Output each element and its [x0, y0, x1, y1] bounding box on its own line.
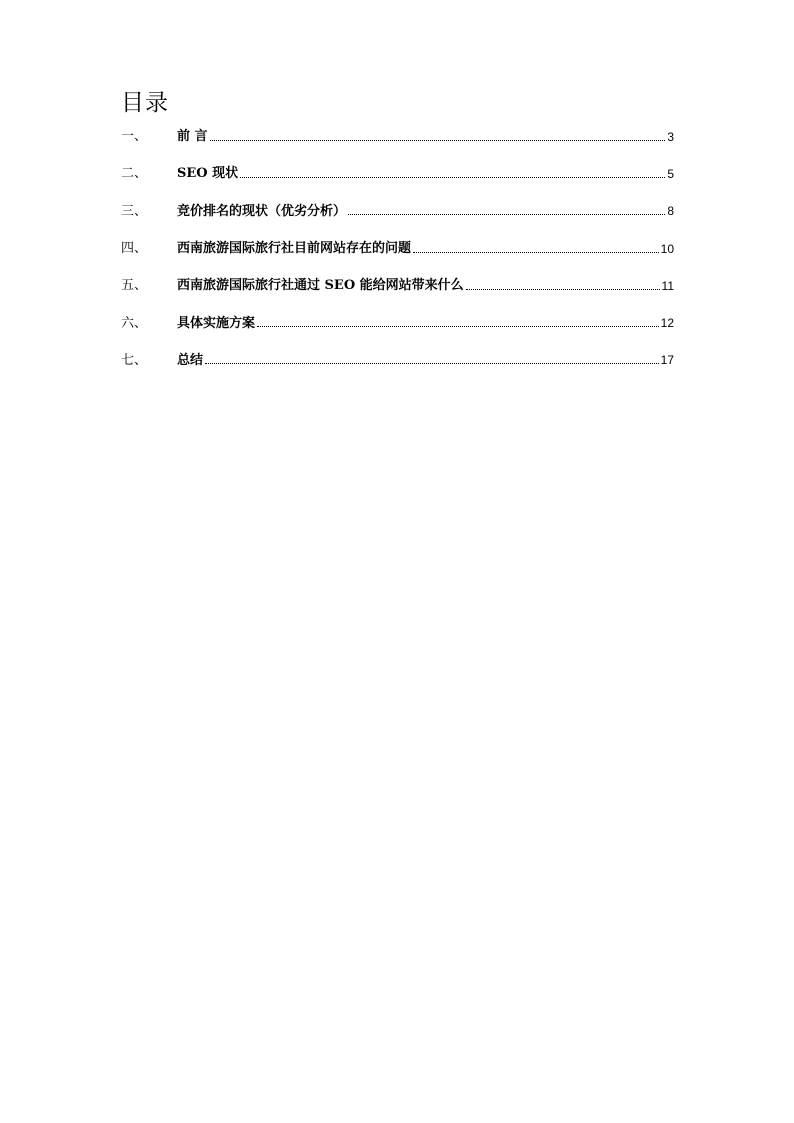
toc-dot-leader [348, 205, 665, 215]
toc-entry-page: 5 [667, 166, 674, 181]
toc-dot-leader [210, 131, 666, 141]
toc-entry-number: 一、 [121, 129, 148, 145]
toc-entry-4[interactable] [121, 230, 674, 267]
toc-entry-title: SEO 现状 [177, 166, 239, 182]
toc-entry-title: 前 言 [177, 129, 208, 145]
toc-entry-1[interactable] [121, 118, 674, 155]
toc-entry-page: 11 [661, 278, 674, 293]
toc-entry-6[interactable] [121, 304, 674, 341]
toc-list [121, 118, 674, 379]
toc-entry-title: 竞价排名的现状（优劣分析） [177, 203, 347, 219]
toc-entry-7[interactable] [121, 342, 674, 379]
toc-entry-number: 二、 [121, 166, 148, 182]
toc-entry-page: 3 [667, 129, 674, 144]
toc-entry-2[interactable] [121, 155, 674, 192]
toc-entry-page: 10 [660, 241, 674, 256]
toc-entry-page: 8 [667, 204, 674, 219]
toc-dot-leader [413, 243, 659, 253]
toc-entry-title: 西南旅游国际旅行社目前网站存在的问题 [177, 241, 412, 257]
toc-dot-leader [466, 280, 660, 290]
toc-entry-title: 西南旅游国际旅行社通过 SEO 能给网站带来什么 [177, 278, 464, 294]
toc-entry-number: 六、 [121, 315, 148, 331]
toc-entry-3[interactable] [121, 193, 674, 230]
toc-entry-5[interactable] [121, 267, 674, 304]
toc-entry-number: 四、 [121, 241, 148, 257]
toc-entry-title: 具体实施方案 [177, 315, 256, 331]
toc-dot-leader [240, 168, 665, 178]
toc-entry-number: 五、 [121, 278, 148, 294]
toc-entry-number: 七、 [121, 352, 148, 368]
toc-entry-page: 12 [660, 316, 674, 331]
toc-entry-title: 总结 [177, 352, 204, 368]
toc-entry-number: 三、 [121, 203, 148, 219]
toc-title: 目录 [121, 90, 169, 116]
toc-dot-leader [257, 317, 659, 327]
toc-dot-leader [205, 354, 659, 364]
toc-entry-page: 17 [660, 353, 674, 368]
